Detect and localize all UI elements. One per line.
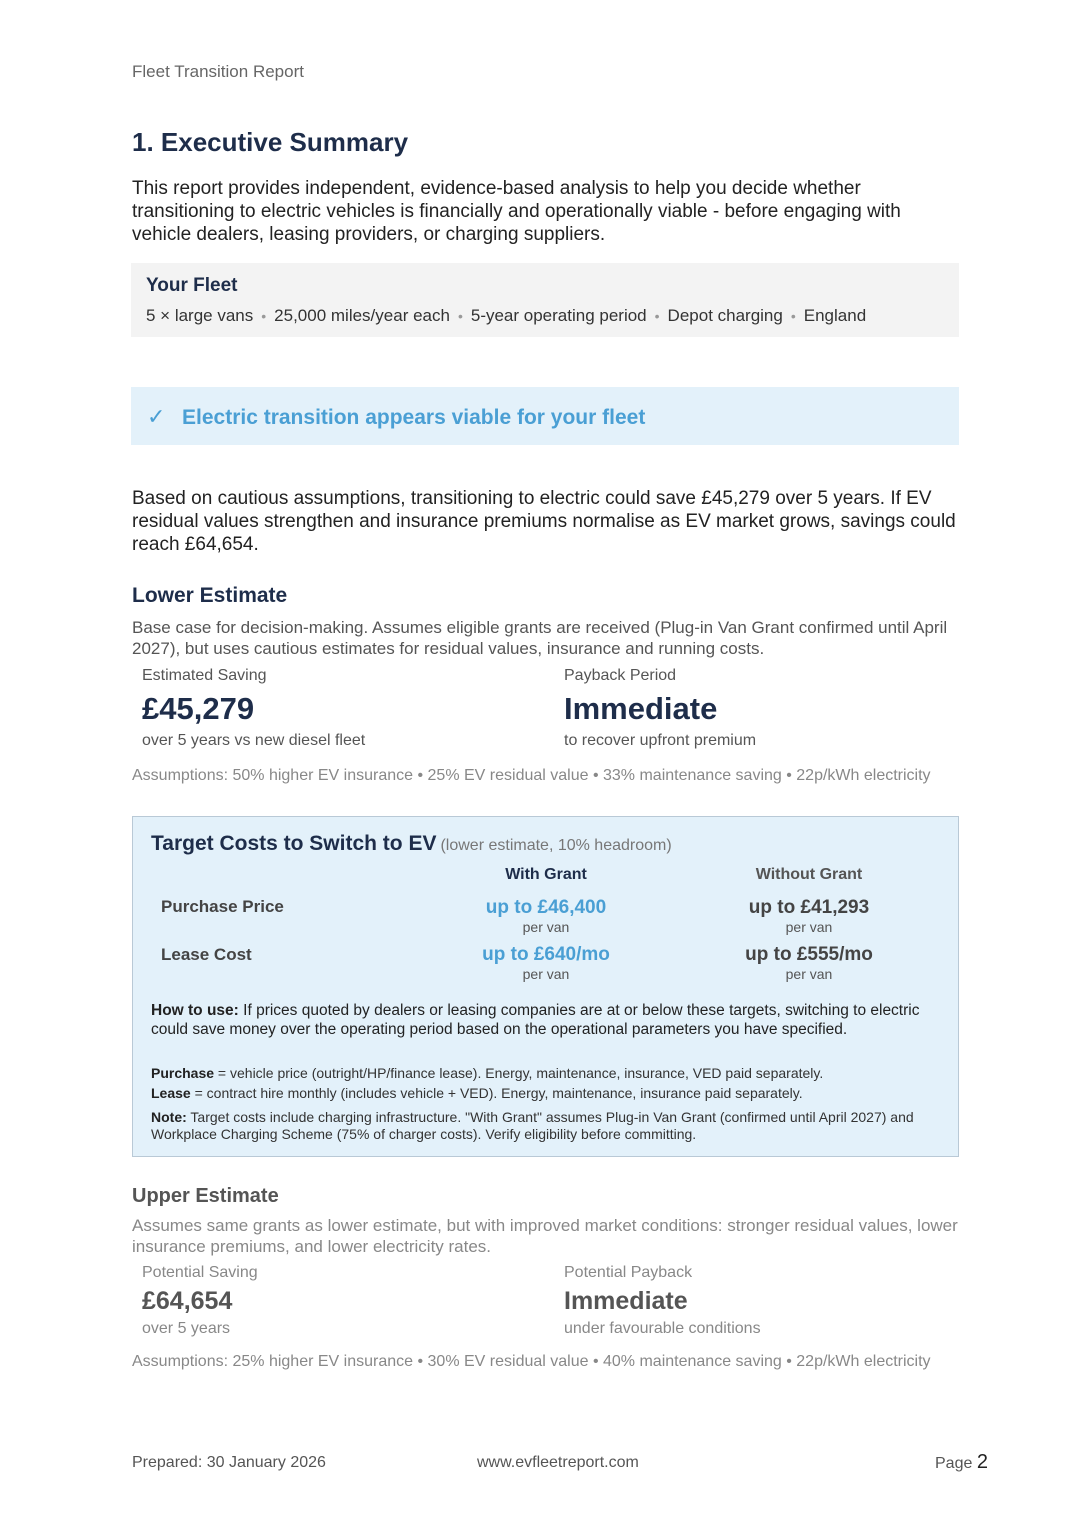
fleet-title: Your Fleet bbox=[146, 275, 238, 296]
without-grant-header: Without Grant bbox=[755, 866, 863, 883]
purchase-with-grant-value: up to £46,400 bbox=[485, 897, 607, 918]
target-costs-heading: Target Costs to Switch to EV bbox=[151, 832, 437, 855]
purchase-definition-body: = vehicle price (outright/HP/finance lease). Energy, maintenance, insurance, VED paid separately. bbox=[214, 1065, 824, 1081]
purchase-with-grant-cell bbox=[436, 897, 656, 936]
upper-estimate-title: Upper Estimate bbox=[132, 1185, 279, 1207]
unit-label: per van bbox=[522, 966, 570, 982]
unit-label: per van bbox=[785, 919, 833, 935]
fleet-item-charging: Depot charging bbox=[667, 306, 783, 325]
purchase-without-grant-cell bbox=[699, 897, 919, 936]
target-costs-panel bbox=[132, 816, 959, 1157]
lease-with-grant-cell bbox=[436, 944, 656, 983]
lease-without-grant-value: up to £555/mo bbox=[745, 944, 873, 965]
potential-payback-value: Immediate bbox=[564, 1287, 688, 1315]
target-costs-subtitle: (lower estimate, 10% headroom) bbox=[440, 837, 672, 854]
fleet-item-region: England bbox=[803, 306, 867, 325]
separator-dot: • bbox=[790, 308, 796, 324]
lease-definition bbox=[151, 1085, 941, 1102]
payback-period-label: Payback Period bbox=[564, 667, 677, 684]
lease-cost-label: Lease Cost bbox=[161, 945, 252, 964]
estimated-saving-subtext: over 5 years vs new diesel fleet bbox=[142, 732, 366, 749]
separator-dot: • bbox=[654, 308, 660, 324]
fleet-summary-box bbox=[131, 263, 959, 337]
estimated-saving-value: £45,279 bbox=[142, 691, 255, 726]
page-label: Page bbox=[935, 1455, 973, 1472]
unit-label: per van bbox=[522, 919, 570, 935]
verdict-text: Electric transition appears viable for your fleet bbox=[182, 406, 646, 429]
potential-payback-subtext: under favourable conditions bbox=[564, 1320, 761, 1337]
potential-saving-subtext: over 5 years bbox=[142, 1320, 231, 1337]
lease-with-grant-value: up to £640/mo bbox=[482, 944, 610, 965]
estimated-saving-label: Estimated Saving bbox=[142, 667, 267, 684]
separator-dot: • bbox=[261, 308, 267, 324]
lease-definition-label: Lease bbox=[151, 1085, 191, 1101]
footer-prepared-date: Prepared: 30 January 2026 bbox=[132, 1454, 326, 1471]
fleet-details bbox=[146, 306, 866, 326]
page-number: 2 bbox=[976, 1451, 988, 1473]
potential-saving-value: £64,654 bbox=[142, 1287, 233, 1315]
how-to-use-text bbox=[151, 1001, 941, 1039]
payback-period-value: Immediate bbox=[564, 691, 718, 726]
lease-without-grant-cell bbox=[699, 944, 919, 983]
target-costs-title bbox=[151, 832, 672, 856]
lower-assumptions: Assumptions: 50% higher EV insurance • 25% EV residual value • 33% maintenance saving • 22p/kWh electricity bbox=[132, 767, 931, 784]
note-label: Note: bbox=[151, 1109, 187, 1125]
potential-payback-label: Potential Payback bbox=[564, 1264, 693, 1281]
unit-label: per van bbox=[785, 966, 833, 982]
payback-period-subtext: to recover upfront premium bbox=[564, 732, 757, 749]
how-to-use-label: How to use: bbox=[151, 1002, 239, 1019]
verdict-banner bbox=[131, 387, 959, 445]
lease-definition-body: = contract hire monthly (includes vehicle + VED). Energy, maintenance, insurance paid separately. bbox=[190, 1085, 803, 1101]
note-body: Target costs include charging infrastructure. "With Grant" assumes Plug-in Van Grant (confirmed until April 2027) and Workplace Charging Scheme (75% of charger costs). Verify eligibility before committing. bbox=[151, 1109, 914, 1142]
separator-dot: • bbox=[457, 308, 463, 324]
potential-saving-label: Potential Saving bbox=[142, 1264, 258, 1281]
purchase-price-label: Purchase Price bbox=[161, 897, 284, 916]
upper-assumptions: Assumptions: 25% higher EV insurance • 30% EV residual value • 40% maintenance saving • 22p/kWh electricity bbox=[132, 1353, 931, 1370]
fleet-item-vans: 5 × large vans bbox=[146, 306, 254, 325]
section-heading: 1. Executive Summary bbox=[132, 127, 409, 157]
report-header-title: Fleet Transition Report bbox=[132, 62, 304, 81]
savings-summary: Based on cautious assumptions, transitioning to electric could save £45,279 over 5 years. If EV residual values strengthen and insurance premiums normalise as EV market grows, savings could reach £64,654. bbox=[132, 488, 956, 555]
lower-estimate-title: Lower Estimate bbox=[132, 584, 288, 607]
purchase-without-grant-value: up to £41,293 bbox=[748, 897, 870, 918]
footer-website-link[interactable]: www.evfleetreport.com bbox=[477, 1454, 639, 1471]
fleet-item-mileage: 25,000 miles/year each bbox=[274, 306, 450, 325]
lower-estimate-description: Base case for decision-making. Assumes eligible grants are received (Plug-in Van Grant confirmed until April 2027), but uses cautious estimates for residual values, insurance and running costs. bbox=[132, 618, 948, 658]
with-grant-header: With Grant bbox=[505, 866, 587, 883]
upper-estimate-description: Assumes same grants as lower estimate, but with improved market conditions: stronger residual values, lower insurance premiums, and lower electricity rates. bbox=[132, 1216, 958, 1256]
purchase-definition-label: Purchase bbox=[151, 1065, 215, 1081]
footer-page-indicator bbox=[935, 1451, 988, 1474]
how-to-use-body: If prices quoted by dealers or leasing companies are at or below these targets, switching to electric could save money over the operating period based on the operational parameters you have specified. bbox=[151, 1002, 920, 1038]
fleet-item-period: 5-year operating period bbox=[470, 306, 647, 325]
check-icon: ✓ bbox=[147, 404, 166, 429]
intro-paragraph: This report provides independent, evidence-based analysis to help you decide whether transitioning to electric vehicles is financially and operationally viable - before engaging with vehicle dealers, leasing providers, or charging suppliers. bbox=[132, 178, 901, 245]
target-note bbox=[151, 1109, 941, 1143]
purchase-definition bbox=[151, 1065, 941, 1082]
